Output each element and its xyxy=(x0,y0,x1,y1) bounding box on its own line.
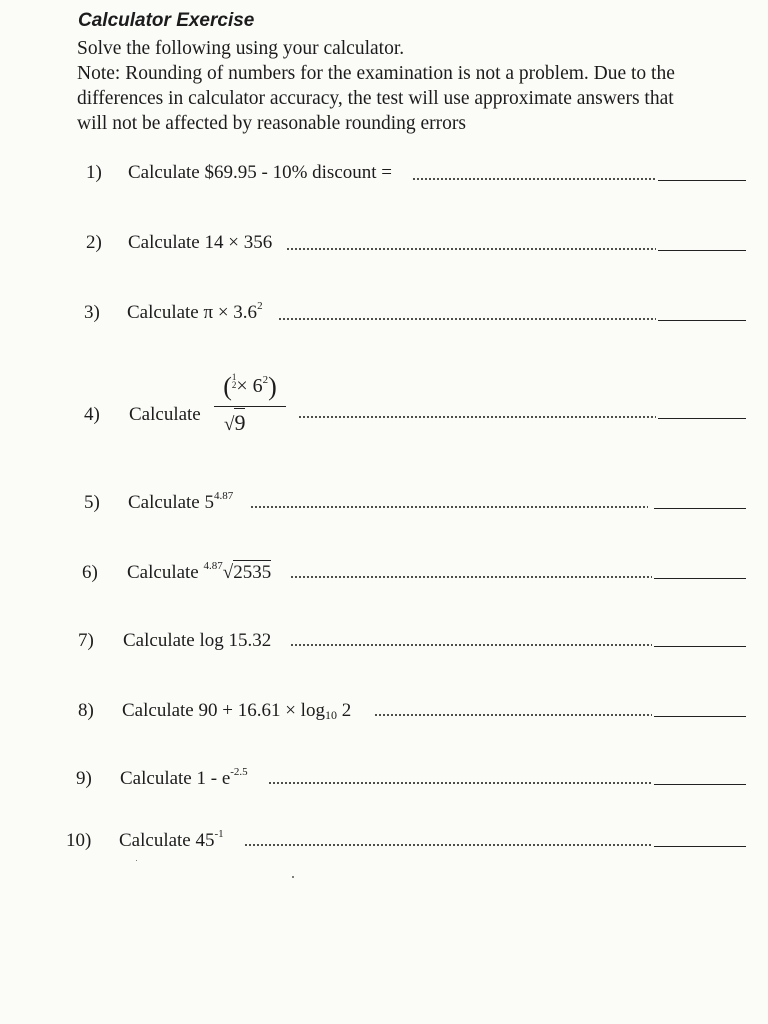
question-number: 3) xyxy=(84,302,100,323)
leader-dots xyxy=(290,644,652,646)
question-expression: $1 - e^{-2.5}$ xyxy=(196,766,248,789)
leader-dots xyxy=(268,782,652,784)
question-number: 9) xyxy=(76,768,92,789)
question-2 xyxy=(0,232,768,272)
question-10 xyxy=(0,830,768,870)
leader-dots xyxy=(290,576,652,578)
question-text: Calculate $1 - e^{-2.5}$ xyxy=(120,766,248,789)
leader-dots xyxy=(244,844,652,846)
question-4 xyxy=(0,372,768,444)
question-expression: $90 + 16.61 \times \log_{10} 2$ xyxy=(198,700,352,722)
question-text: Calculate $45^{-1}$ xyxy=(119,828,224,851)
question-7 xyxy=(0,630,768,670)
question-number: 10) xyxy=(66,830,92,851)
answer-line[interactable] xyxy=(658,418,746,419)
question-text: Calculate $5^{4.87}$ xyxy=(128,490,234,513)
leader-dots xyxy=(374,714,652,716)
question-expression: $^{4.87}$√2535 xyxy=(203,560,272,583)
fraction-numerator: (1 $2\times 6^2$) xyxy=(223,372,277,401)
fraction-denominator: √9 xyxy=(224,410,246,435)
question-text: Calculate $\pi \times 3.6^2$ xyxy=(127,300,263,323)
question-text: Calculate xyxy=(129,404,201,425)
answer-line[interactable] xyxy=(658,180,746,181)
question-number: 2) xyxy=(86,232,102,253)
question-text: Calculate 14 × 356 xyxy=(128,232,273,253)
question-text: Calculate $90 + 16.61 \times \log_{10} 2$ xyxy=(122,700,352,722)
instruction-line-2: Note: Rounding of numbers for the examination is not a problem. Due to the xyxy=(77,63,675,84)
question-6 xyxy=(0,562,768,602)
question-expression: $5^{4.87}$ xyxy=(204,490,234,513)
question-expression: $\pi \times 3.6^2$ xyxy=(203,300,263,323)
answer-line[interactable] xyxy=(654,646,746,647)
question-5 xyxy=(0,492,768,532)
question-expression: $69.95 - 10% discount = xyxy=(204,162,393,183)
answer-line[interactable] xyxy=(654,716,746,717)
page-title: Calculator Exercise xyxy=(78,10,255,31)
fraction-expression xyxy=(214,372,286,452)
fraction-bar xyxy=(214,406,286,407)
question-number: 7) xyxy=(78,630,94,651)
question-9 xyxy=(0,768,768,808)
answer-line[interactable] xyxy=(654,784,746,785)
instruction-line-1: Solve the following using your calculator. xyxy=(77,38,405,59)
question-text: Calculate log 15.32 xyxy=(123,630,272,651)
leader-dots xyxy=(278,318,656,320)
instruction-line-3: differences in calculator accuracy, the test will use approximate answers that xyxy=(77,88,674,109)
question-8 xyxy=(0,700,768,740)
question-expression: $45^{-1}$ xyxy=(195,828,224,851)
question-number: 8) xyxy=(78,700,94,721)
question-1 xyxy=(0,162,768,202)
question-number: 4) xyxy=(84,404,100,425)
scan-speck xyxy=(136,860,137,861)
answer-line[interactable] xyxy=(654,578,746,579)
answer-line[interactable] xyxy=(654,846,746,847)
question-expression: 14 × 356 xyxy=(204,232,273,253)
question-number: 1) xyxy=(86,162,102,183)
leader-dots xyxy=(298,416,656,418)
question-number: 6) xyxy=(82,562,98,583)
leader-dots xyxy=(412,178,656,180)
leader-dots xyxy=(250,506,648,508)
answer-line[interactable] xyxy=(658,250,746,251)
question-3 xyxy=(0,302,768,342)
question-number: 5) xyxy=(84,492,100,513)
question-expression: log 15.32 xyxy=(199,630,272,651)
leader-dots xyxy=(286,248,656,250)
instruction-line-4: will not be affected by reasonable rounding errors xyxy=(77,113,466,134)
instructions xyxy=(77,36,747,136)
answer-line[interactable] xyxy=(654,508,746,509)
answer-line[interactable] xyxy=(658,320,746,321)
scan-speck xyxy=(292,876,294,878)
question-text: Calculate $69.95 - 10% discount = xyxy=(128,162,393,183)
question-text: Calculate $^{4.87}$√2535 xyxy=(127,560,272,583)
